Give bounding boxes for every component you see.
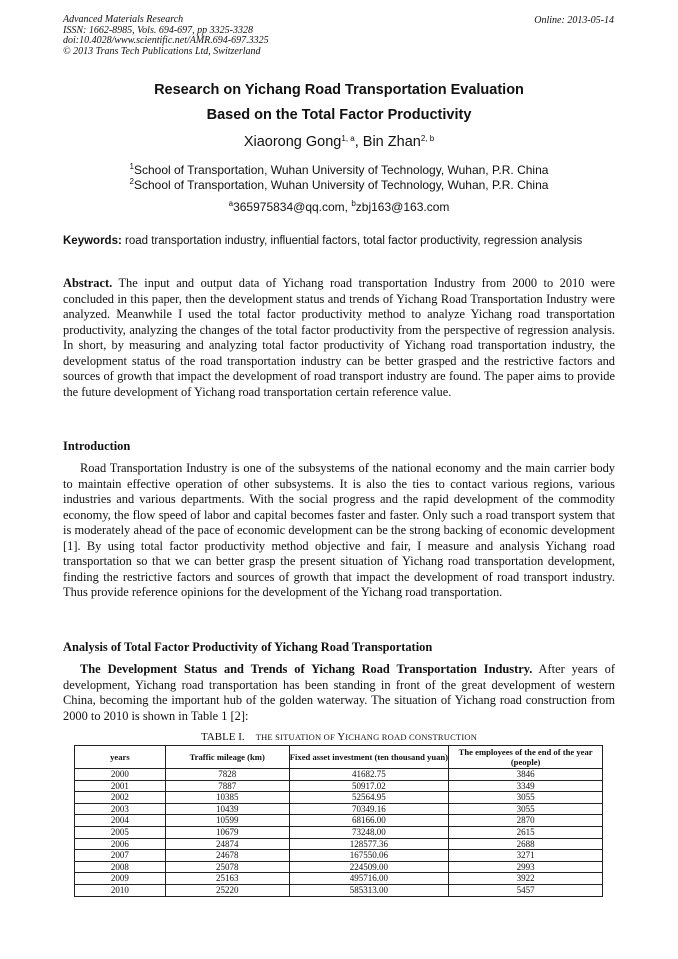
paper-title-line-1: Research on Yichang Road Transportation Evaluation: [154, 82, 524, 98]
table-row: [75, 803, 603, 815]
abstract-label: Abstract.: [63, 276, 113, 290]
cell-mileage: 25220: [165, 884, 289, 896]
affiliation-1-number: 1: [129, 162, 134, 171]
journal-header: [63, 15, 269, 57]
table-row: [75, 826, 603, 838]
author-2-affiliation-mark: 2, b: [420, 134, 435, 143]
author-list: [63, 134, 615, 150]
header-years: years: [75, 746, 166, 769]
cell-employees: 2870: [449, 815, 603, 827]
cell-mileage: 25078: [165, 861, 289, 873]
cell-year: 2008: [75, 861, 166, 873]
table-row: [75, 861, 603, 873]
introduction-text: Road Transportation Industry is one of the subsystems of the national economy and the main carrier body to maintain effective operation of other subsystems. It is also the ties to contact various regions, various industries and various departments. With the social progress and the rapid development of the commodity economy, the flow speed of labor and capital becomes faster and faster. Only such a road transport system that is moderately ahead of the pace of economic development can be the strong backing of economic development [1]. By using total factor productivity method objective and fair, I measure and analysis Yichang road transportation so that we can better grasp the present situation of Yichang road transportation development, finding the restrictive factors and sources of growth that impact the development of road transport industry. Thus provide reference opinions for the development of the Yichang road transportation.: [63, 461, 615, 599]
abstract-text: The input and output data of Yichang road transportation Industry from 2000 to 2010 were concluded in this paper, then the development status and trends of Yichang Road Transportation Industry were analyzed. Meanwhile I used the total factor productivity method to analyze Yichang road transportation productivity, analyzing the changes of the total factor productivity from the perspective of regression analysis. In short, by measuring and analyzing total factor productivity of Yichang road transportation industry, the development status of the road transportation industry can be better grasped and the restrictive factors and sources of growth that impact the development of road transport industry are found. The paper aims to provide the future development of Yichang road transportation certain reference value.: [63, 276, 615, 399]
cell-mileage: 10439: [165, 803, 289, 815]
cell-employees: 2993: [449, 861, 603, 873]
cell-mileage: 24678: [165, 850, 289, 862]
author-2: Bin Zhan: [362, 134, 421, 150]
table-caption: [63, 731, 615, 743]
affiliation-1: [63, 163, 615, 177]
author-1: Xiaorong Gong: [243, 134, 342, 150]
cell-investment: 495716.00: [289, 873, 449, 885]
table-number: TABLE I.: [200, 731, 245, 743]
header-fixed-asset-investment: Fixed asset investment (ten thousand yuan): [289, 746, 449, 769]
cell-employees: 3349: [449, 780, 603, 792]
table-header-row: [75, 746, 603, 769]
cell-employees: 2615: [449, 826, 603, 838]
cell-employees: 3055: [449, 792, 603, 804]
table-row: [75, 873, 603, 885]
table-caption-part-1: THE SITUATION OF: [255, 732, 338, 742]
table-row: [75, 815, 603, 827]
cell-investment: 68166.00: [289, 815, 449, 827]
cell-investment: 52564.95: [289, 792, 449, 804]
cell-mileage: 7828: [165, 769, 289, 781]
cell-investment: 128577.36: [289, 838, 449, 850]
table-caption-initial: Y: [337, 731, 346, 743]
analysis-paragraph: [63, 662, 615, 724]
cell-employees: 3846: [449, 769, 603, 781]
cell-mileage: 10599: [165, 815, 289, 827]
cell-investment: 224509.00: [289, 861, 449, 873]
table-row: [75, 884, 603, 896]
affiliation-2-text: School of Transportation, Wuhan University of Technology, Wuhan, P.R. China: [133, 178, 549, 192]
cell-investment: 50917.02: [289, 780, 449, 792]
cell-mileage: 10385: [165, 792, 289, 804]
abstract-block: [63, 276, 615, 400]
cell-year: 2000: [75, 769, 166, 781]
email-b-mark: b: [351, 199, 356, 208]
keywords-text: road transportation industry, influential factors, total factor productivity, regression analysis: [121, 235, 583, 247]
affiliation-1-text: School of Transportation, Wuhan University of Technology, Wuhan, P.R. China: [133, 163, 549, 177]
road-construction-table: [74, 745, 603, 897]
cell-year: 2001: [75, 780, 166, 792]
header-traffic-mileage: Traffic mileage (km): [165, 746, 289, 769]
cell-investment: 70349.16: [289, 803, 449, 815]
cell-investment: 73248.00: [289, 826, 449, 838]
cell-mileage: 24874: [165, 838, 289, 850]
table-caption-part-2: ICHANG ROAD CONSTRUCTION: [345, 732, 478, 742]
cell-year: 2009: [75, 873, 166, 885]
table-row: [75, 769, 603, 781]
copyright-line: © 2013 Trans Tech Publications Ltd, Switzerland: [63, 45, 261, 57]
subsection-label: The Development Status and Trends of Yichang Road Transportation Industry.: [80, 662, 533, 676]
table-row: [75, 792, 603, 804]
author-separator: ,: [354, 134, 363, 150]
keywords-block: [63, 234, 615, 249]
journal-name: Advanced Materials Research: [63, 14, 184, 25]
table-row: [75, 780, 603, 792]
cell-year: 2005: [75, 826, 166, 838]
analysis-text: After years of development, Yichang road transportation has been standing in front of the great development of western China, becoming the important hub of the golden waterway. The situation of Yichang road construction from 2000 to 2010 is shown in Table 1 [2]:: [63, 662, 615, 723]
cell-mileage: 10679: [165, 826, 289, 838]
analysis-heading: Analysis of Total Factor Productivity of Yichang Road Transportation: [63, 640, 433, 654]
table-row: [75, 850, 603, 862]
cell-employees: 3055: [449, 803, 603, 815]
cell-year: 2006: [75, 838, 166, 850]
cell-employees: 2688: [449, 838, 603, 850]
cell-mileage: 25163: [165, 873, 289, 885]
cell-employees: 5457: [449, 884, 603, 896]
cell-investment: 41682.75: [289, 769, 449, 781]
cell-investment: 167550.06: [289, 850, 449, 862]
cell-investment: 585313.00: [289, 884, 449, 896]
affiliation-2-number: 2: [129, 177, 134, 186]
header-employees: The employees of the end of the year (people): [449, 746, 603, 769]
cell-year: 2010: [75, 884, 166, 896]
cell-employees: 3922: [449, 873, 603, 885]
introduction-heading: Introduction: [63, 439, 131, 453]
paper-title-line-2: Based on the Total Factor Productivity: [206, 107, 472, 123]
email-b: zbj163@163.com: [355, 200, 450, 214]
email-a-mark: a: [228, 199, 234, 208]
table-row: [75, 838, 603, 850]
keywords-label: Keywords:: [63, 235, 122, 247]
cell-year: 2002: [75, 792, 166, 804]
email-a: 365975834@qq.com,: [233, 200, 352, 214]
author-emails: [63, 200, 615, 214]
cell-year: 2004: [75, 815, 166, 827]
affiliation-2: [63, 178, 615, 192]
author-1-affiliation-mark: 1, a: [341, 134, 355, 143]
cell-year: 2007: [75, 850, 166, 862]
cell-employees: 3271: [449, 850, 603, 862]
online-date: Online: 2013-05-14: [534, 15, 614, 26]
cell-year: 2003: [75, 803, 166, 815]
issn-line: ISSN: 1662-8985, Vols. 694-697, pp 3325-3328: [63, 24, 253, 36]
cell-mileage: 7887: [165, 780, 289, 792]
doi-line: doi:10.4028/www.scientific.net/AMR.694-697.3325: [63, 35, 269, 46]
